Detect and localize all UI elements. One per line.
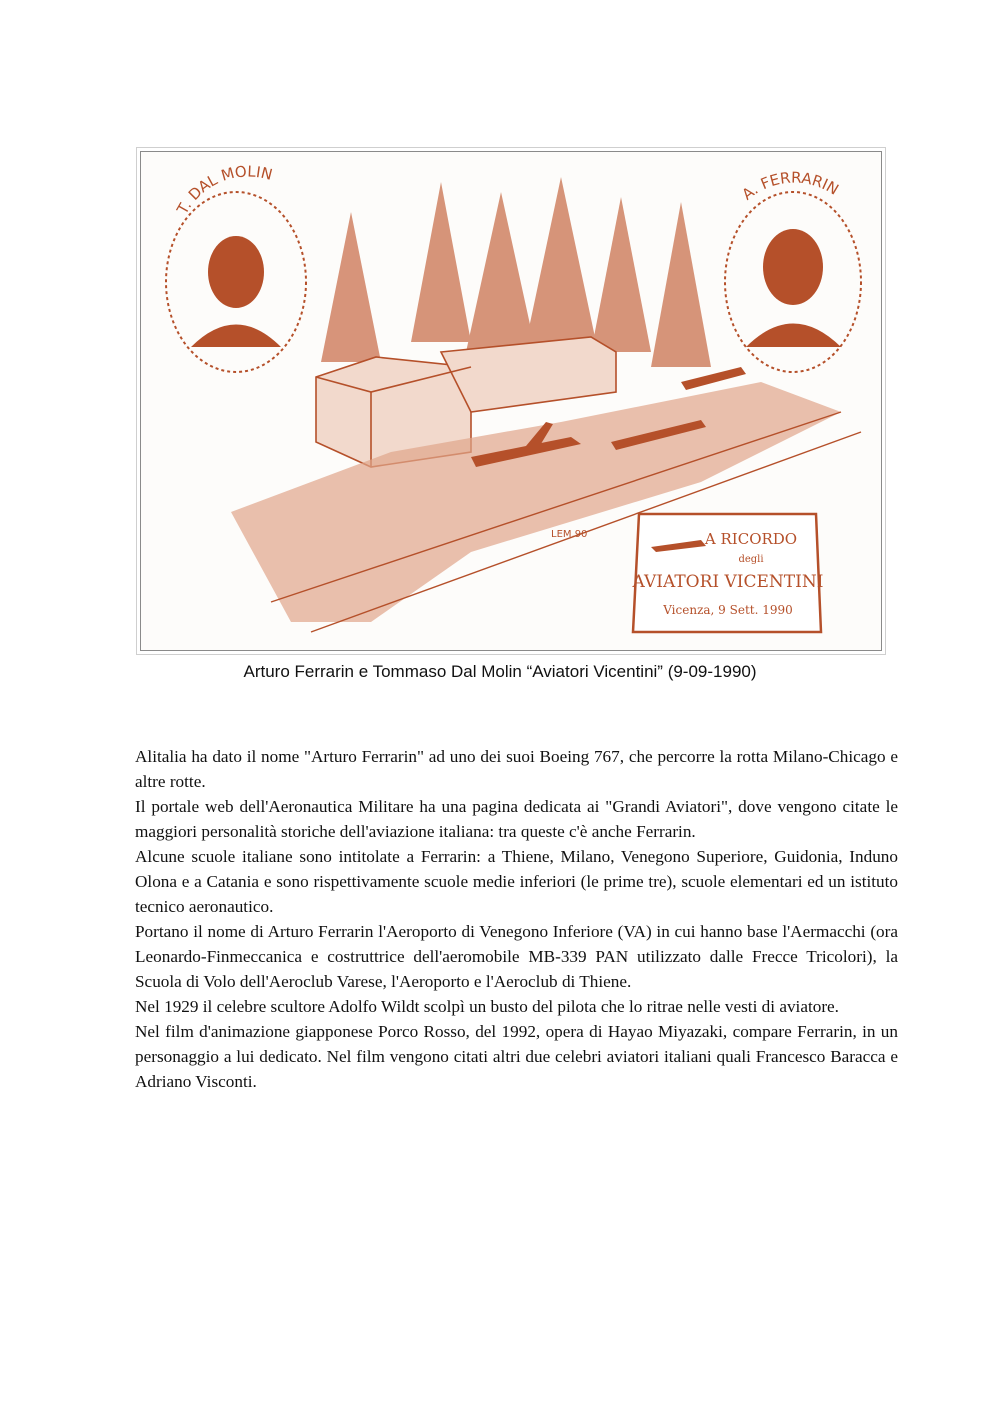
dal-molin-portrait [191, 236, 281, 347]
paragraph: Nel 1929 il celebre scultore Adolfo Wildt scolpì un busto del pilota che lo ritrae nelle vesti di aviatore. [135, 997, 839, 1016]
paragraph: Alitalia ha dato il nome "Arturo Ferrarin" ad uno dei suoi Boeing 767, che percorre la rotta Milano-Chicago e altre rotte. [135, 747, 898, 791]
postcard-illustration [141, 152, 881, 650]
artist-signature: LEM.90 [551, 529, 588, 540]
left-portrait-name-text: T. DAL MOLIN [173, 162, 275, 218]
plaque-line-2: degli [738, 554, 764, 565]
plaque-line-1: A RICORDO [704, 530, 798, 548]
plaque-line-4: Vicenza, 9 Sett. 1990 [663, 603, 793, 617]
memorial-plaque [632, 514, 824, 632]
paragraph: Portano il nome di Arturo Ferrarin l'Aeroporto di Venegono Inferiore (VA) in cui hanno base l'Aermacchi (ora Leonardo-Finmeccanica e costruttrice dell'aeromobile MB-339 PAN utilizzato dalle Frecce Tricolori), la Scuola di Volo dell'Aeroclub Varese, l'Aeroporto e l'Aeroclub di Thiene. [135, 922, 898, 991]
figure-caption: Arturo Ferrarin e Tommaso Dal Molin “Aviatori Vicentini” (9-09-1990) [243, 662, 757, 681]
commemorative-postcard [140, 151, 882, 651]
trees [321, 177, 711, 367]
ferrarin-portrait [746, 229, 841, 347]
paragraph: Il portale web dell'Aeronautica Militare ha una pagina dedicata ai "Grandi Aviatori", dove vengono citate le maggiori personalità storiche dell'aviazione italiana: tra queste c'è anche Ferrarin. [135, 797, 898, 841]
plaque-line-3: AVIATORI VICENTINI [632, 572, 824, 592]
paragraph: Nel film d'animazione giapponese Porco Rosso, del 1992, opera di Hayao Miyazaki, compare Ferrarin, in un personaggio a lui dedicato. Nel film vengono citati altri due celebri aviatori italiani quali Francesco Baracca e Adriano Visconti. [135, 1022, 898, 1091]
paragraph: Alcune scuole italiane sono intitolate a Ferrarin: a Thiene, Milano, Venegono Superiore, Guidonia, Induno Olona e a Catania e sono rispettivamente scuole medie inferiori (le prime tre), scuole elementari ed un istituto tecnico aeronautico. [135, 847, 898, 916]
right-portrait-name-text: A. FERRARIN [738, 168, 842, 204]
article-body [135, 744, 898, 1094]
